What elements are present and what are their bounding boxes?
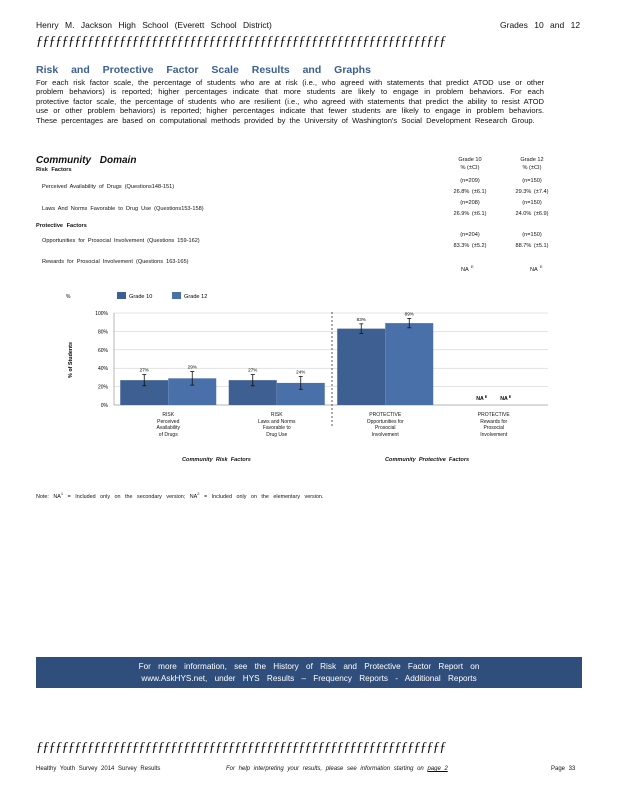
x-category-label (237, 412, 317, 438)
footnote (36, 491, 323, 500)
col-grade10-header (447, 156, 493, 172)
note-sup1: 1 (60, 491, 64, 496)
x-category-line: of Drugs (158, 431, 178, 438)
x-category-line: Laws and Norms (257, 418, 296, 425)
group-label-risk: Community Risk Factors (182, 457, 251, 463)
x-category-line: RISK (270, 412, 283, 418)
x-category-line: Prosocial (483, 425, 505, 431)
row-label-opportunities: Opportunities for Prosocial Involvement (Questions 159-162) (42, 238, 200, 244)
bar-na-sup: E (483, 395, 488, 399)
y-tick-label: 40% (97, 366, 108, 373)
chart-legend (66, 292, 207, 300)
row-v10-rewards (461, 264, 474, 273)
col-grade12-unit: % (±CI) (522, 165, 542, 171)
bar-value-label: 83% (356, 316, 366, 322)
y-tick-label: 80% (97, 329, 108, 336)
col-grade12-header (509, 156, 555, 172)
footer-middle-text: For help interpreting your results, please see information starting on (226, 766, 424, 772)
legend-swatch-grade12 (172, 292, 181, 299)
footer-page-number: Page 33 (551, 766, 576, 772)
row-label-rewards: Rewards for Prosocial Involvement (Questions 163-165) (42, 259, 189, 265)
x-category-line: Rewards for (480, 418, 508, 425)
note-suffix: = Included only on the elementary version. (203, 493, 324, 500)
bar-na-label: NA $^E$ (476, 395, 488, 402)
bar-na-sup: E (507, 395, 512, 399)
y-tick-label: 20% (97, 384, 108, 391)
legend-marker: % (66, 294, 71, 300)
domain-title: Community Domain (36, 155, 137, 166)
section-title: Risk and Protective Factor Scale Results and Graphs (36, 64, 371, 76)
note-sup2: 2 (197, 491, 200, 496)
bar-value-label: 27% (248, 367, 258, 373)
y-tick-label: 0% (100, 403, 108, 409)
intro-paragraph: For each risk factor scale, the percentage of students who are at risk (i.e., who agreed with statements that predict ATOD use or other problem behaviors) is reported; higher percentages indicate that more students are likely to engage in problem behaviors. For each protective factor scale, the percentage of students who are resilient (i.e., who agreed with statements that predict the ability to resist ATOD use or other problem behaviors) is reported; higher percentages indicate that fewer students are likely to engage in problem behaviors. These percentages are based on computational methods provided by the University of Washington's Social Development Research Group. (36, 78, 544, 125)
y-axis-label: % of Students (68, 342, 74, 378)
row-v12-rewards-text: NA (530, 266, 538, 273)
y-tick-label: 60% (97, 347, 108, 354)
footer-page-link[interactable]: page 2 (427, 766, 448, 772)
row-n12-opportunities: (n=150) (522, 232, 542, 238)
risk-factors-label: Risk Factors (36, 167, 72, 173)
bar-value-label: 29% (187, 364, 197, 370)
legend-label-grade10: Grade 10 (129, 294, 153, 300)
x-category-line: Drug Use (266, 431, 288, 438)
x-category-label (454, 412, 534, 438)
x-category-line: Involvement (371, 431, 399, 438)
col-grade10-label: Grade 10 (458, 157, 482, 163)
bar-grade10 (337, 329, 385, 405)
footer-middle (226, 766, 448, 772)
row-v10-laws: 26.9% (±6.1) (453, 211, 487, 217)
row-v12-laws: 24.0% (±6.9) (515, 211, 549, 217)
banner-line1: For more information, see the History of Risk and Protective Factor Report on (138, 662, 480, 671)
row-v10-rewards-sup: E (471, 264, 474, 269)
x-category-line: Perceived (157, 418, 180, 425)
x-category-line: RISK (162, 412, 175, 418)
x-category-line: Favorable to (262, 425, 291, 431)
x-category-line: Prosocial (374, 425, 396, 431)
x-category-line: PROTECTIVE (369, 412, 402, 418)
x-category-label (128, 412, 208, 438)
x-category-label (345, 412, 425, 438)
x-category-line: Availability (156, 425, 181, 431)
y-tick-label: 100% (95, 311, 108, 317)
x-category-line: PROTECTIVE (477, 412, 510, 418)
top-rule: ƒƒƒƒƒƒƒƒƒƒƒƒƒƒƒƒƒƒƒƒƒƒƒƒƒƒƒƒƒƒƒƒƒƒƒƒƒƒƒƒƒƒƒƒƒƒƒƒƒƒƒƒƒƒƒƒƒƒƒƒƒƒƒƒ (36, 34, 446, 49)
row-n12-laws: (n=150) (522, 200, 542, 206)
info-banner (36, 657, 582, 688)
row-v12-availability: 29.3% (±7.4) (515, 189, 549, 195)
x-category-line: Involvement (480, 431, 508, 438)
row-n10-laws: (n=208) (460, 200, 480, 206)
footer-left: Healthy Youth Survey 2014 Survey Results (36, 766, 161, 772)
note-mid: = Included only on the secondary version; NA (67, 493, 198, 500)
banner-line2[interactable]: www.AskHYS.net, under HYS Results – Frequency Reports - Additional Reports (141, 674, 477, 683)
legend-label-grade12: Grade 12 (184, 294, 208, 300)
row-n10-availability: (n=209) (460, 178, 480, 184)
school-header: Henry M. Jackson High School (Everett School District) (36, 20, 272, 30)
col-grade10-unit: % (±CI) (460, 165, 480, 171)
row-v10-rewards-text: NA (461, 266, 469, 273)
chart-marks (120, 311, 512, 405)
grades-header: Grades 10 and 12 (500, 20, 581, 30)
bar-chart (0, 286, 618, 471)
row-label-availability: Perceived Availability of Drugs (Questions148-151) (42, 184, 175, 190)
row-n10-opportunities: (n=204) (460, 232, 480, 238)
legend-swatch-grade10 (117, 292, 126, 299)
bar-grade12 (385, 323, 433, 405)
row-v12-opportunities: 88.7% (±5.1) (515, 243, 549, 249)
bottom-rule: ƒƒƒƒƒƒƒƒƒƒƒƒƒƒƒƒƒƒƒƒƒƒƒƒƒƒƒƒƒƒƒƒƒƒƒƒƒƒƒƒƒƒƒƒƒƒƒƒƒƒƒƒƒƒƒƒƒƒƒƒƒƒƒƒ (36, 740, 446, 755)
bar-value-label: 89% (404, 311, 414, 317)
bar-value-label: 24% (296, 369, 306, 375)
group-label-protective: Community Protective Factors (385, 457, 470, 463)
row-n12-availability: (n=150) (522, 178, 542, 184)
row-v12-rewards-sup: E (540, 264, 543, 269)
col-grade12-label: Grade 12 (520, 157, 544, 163)
row-v12-rewards (530, 264, 543, 273)
note-prefix: Note: NA (36, 493, 61, 500)
protective-factors-label: Protective Factors (36, 223, 87, 229)
row-v10-opportunities: 83.3% (±5.2) (453, 243, 487, 249)
x-category-line: Opportunities for (366, 418, 404, 425)
row-label-laws: Laws And Norms Favorable to Drug Use (Questions153-158) (42, 206, 204, 212)
bar-na-label: NA $^E$ (500, 395, 512, 402)
row-v10-availability: 26.8% (±6.1) (453, 189, 487, 195)
bar-value-label: 27% (139, 367, 149, 373)
